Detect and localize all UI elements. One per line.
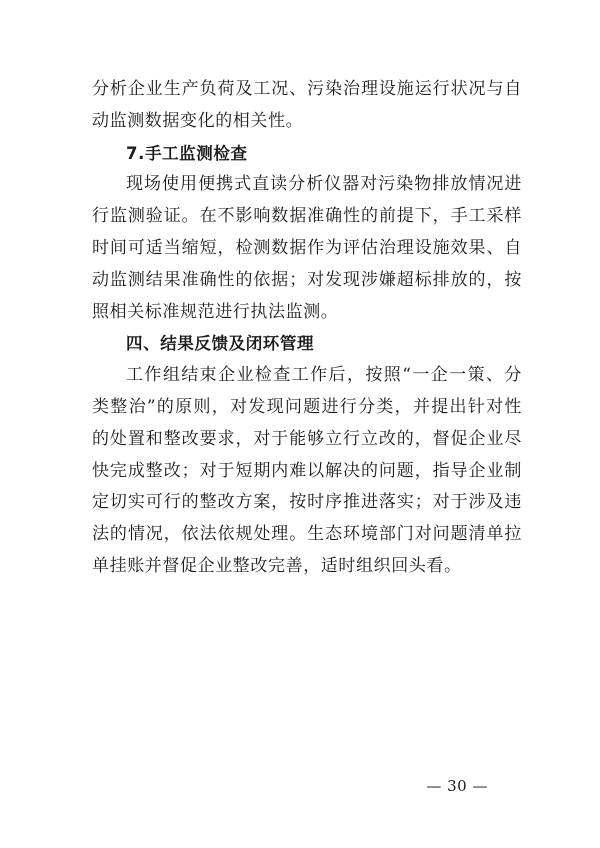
page-number-footer [0, 776, 600, 795]
paragraph-continuation: 分析企业生产负荷及工况、污染治理设施运行状况与自动监测数据变化的相关性。 [92, 79, 522, 131]
page-number: — 30 — [426, 777, 488, 795]
section-heading-feedback: 四、结果反馈及闭环管理 [126, 334, 315, 354]
paragraph-manual-monitoring: 现场使用便携式直读分析仪器对污染物排放情况进行监测验证。在不影响数据准确性的前提下，手工采样时间可适当缩短，检测数据作为评估治理设施效果、自动监测结果准确性的依据；对发现涉嫌超标排放的，按照相关标准规范进行执法监测。 [92, 174, 522, 322]
section-heading-manual-monitoring: 7.手工监测检查 [126, 143, 248, 163]
document-body [92, 74, 522, 583]
paragraph-feedback: 工作组结束企业检查工作后，按照“一企一策、分类整治”的原则，对发现问题进行分类，并提出针对性的处置和整改要求，对于能够立行立改的，督促企业尽快完成整改；对于短期内难以解决的问题，指导企业制定切实可行的整改方案，按时序推进落实；对于涉及违法的情况，依法依规处理。生态环境部门对问题清单拉单挂账并督促企业整改完善，适时组织回头看。 [92, 365, 522, 576]
